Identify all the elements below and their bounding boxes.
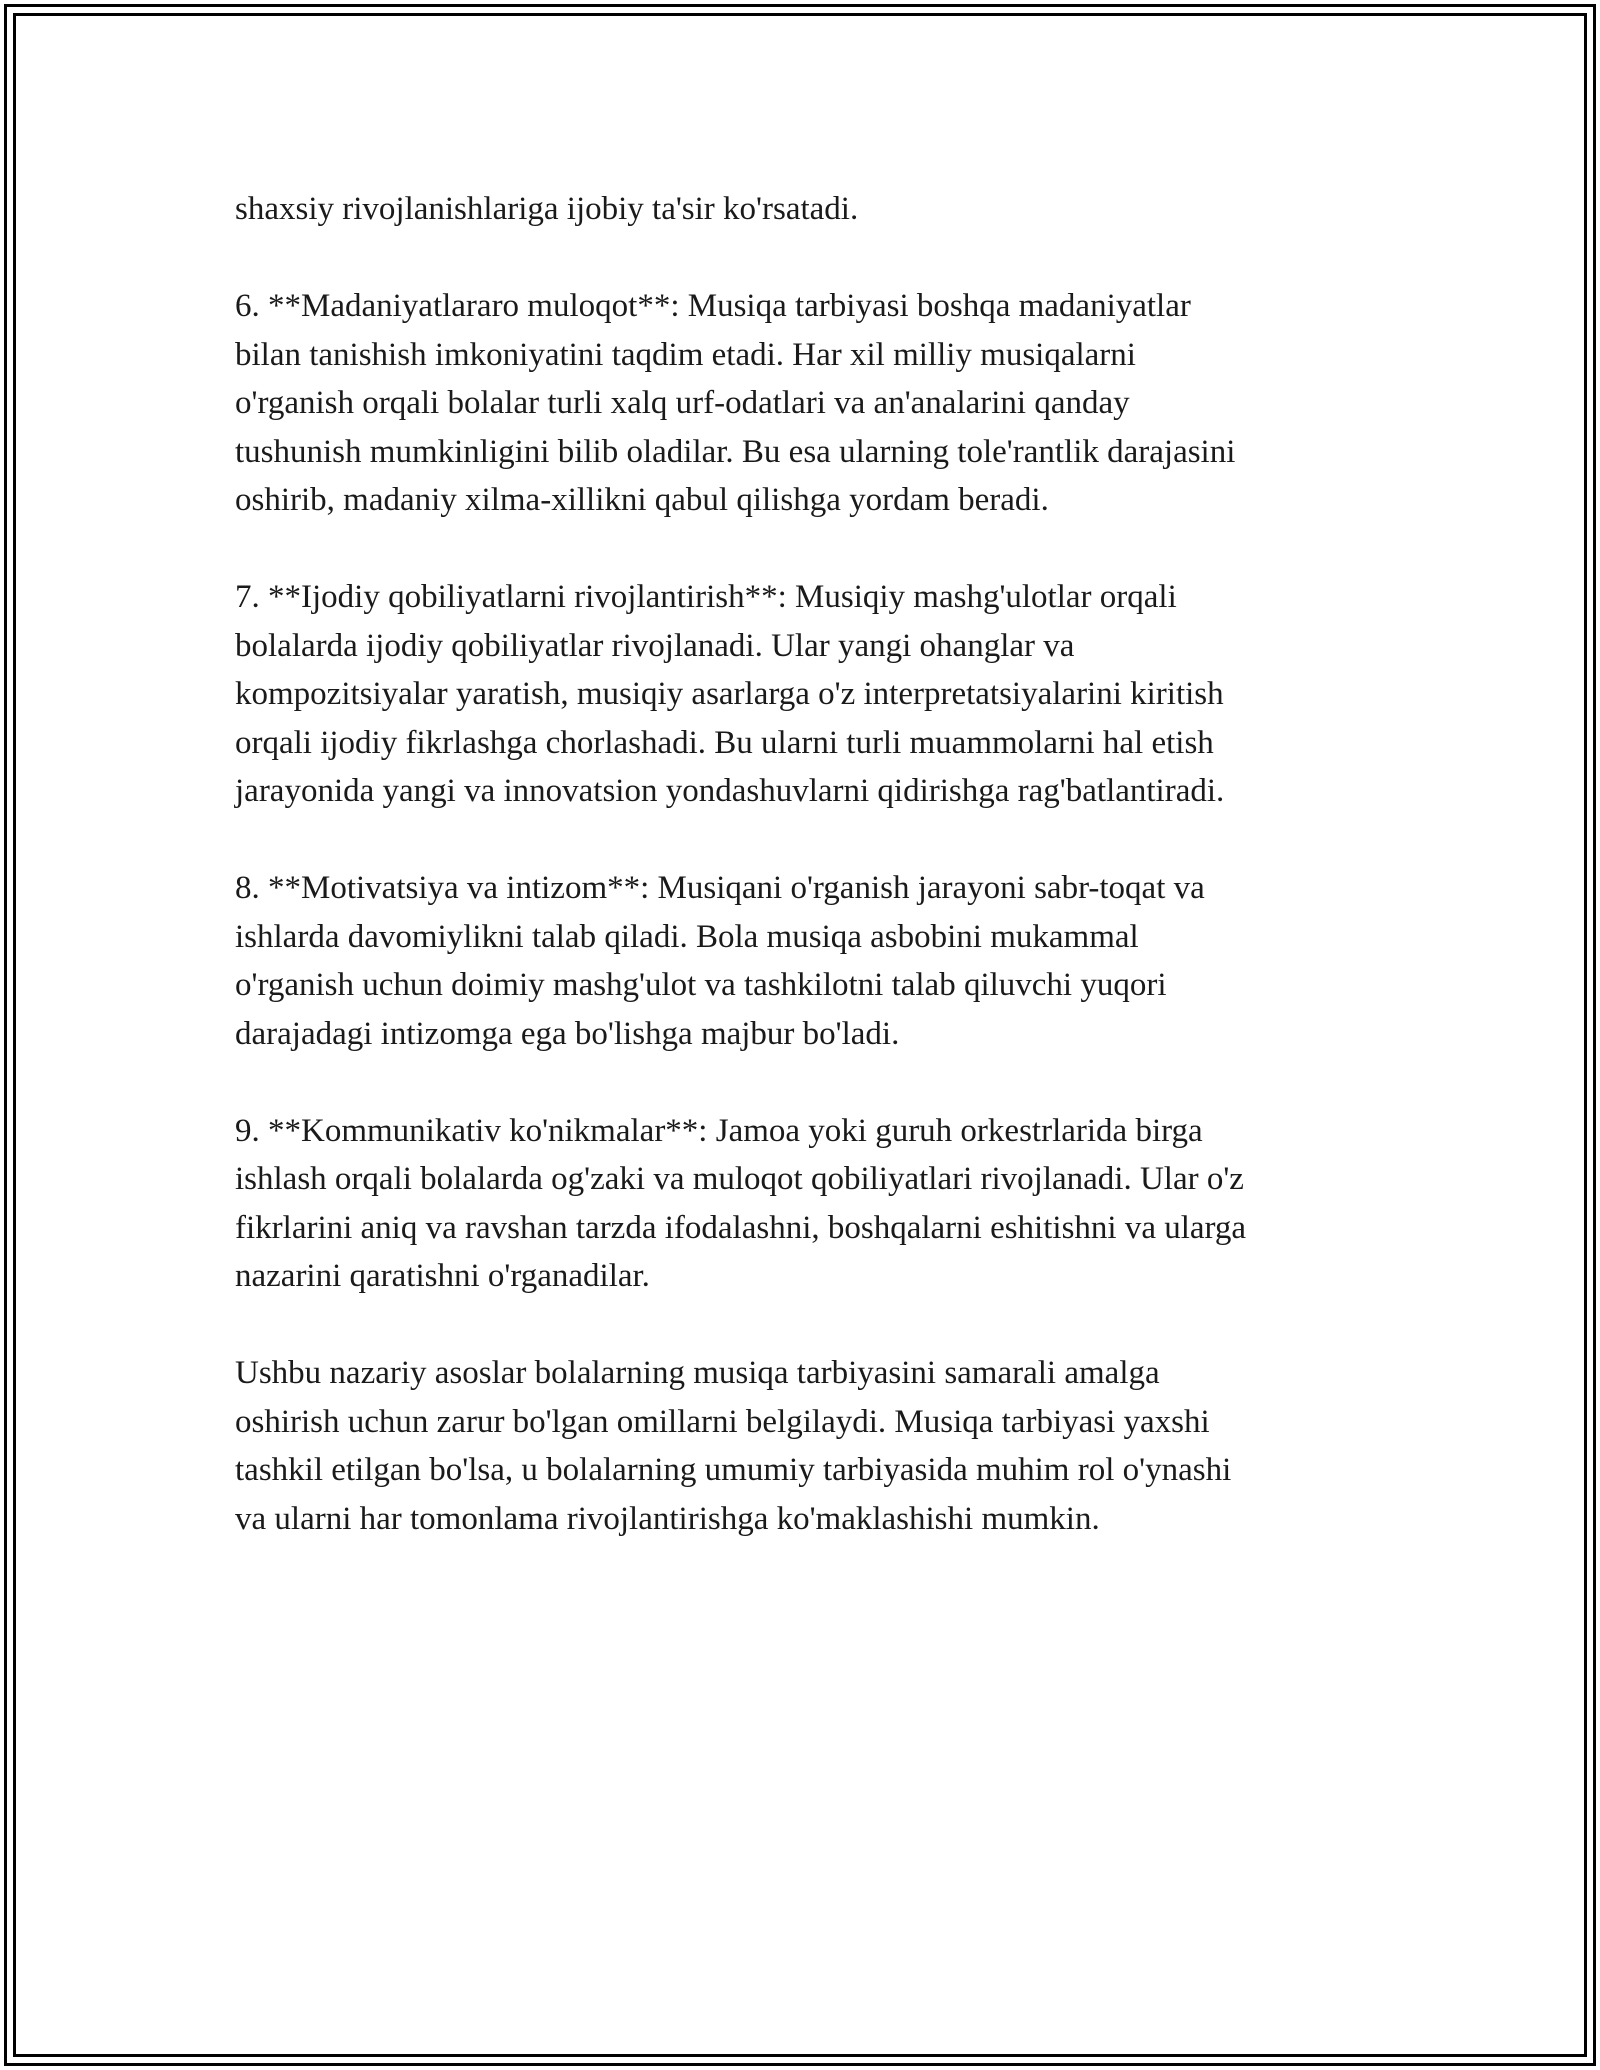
paragraph-item-9: 9. **Kommunikativ ko'nikmalar**: Jamoa yoki guruh orkestrlarida birga ishlash orqali bolalarda og'zaki va muloqot qobiliyatlari rivojlanadi. Ular o'z fikrlarini aniq va ravshan tarzda ifodalashni, boshqalarni eshitishni va ularga nazarini qaratishni o'rganadilar.: [235, 1112, 1247, 1294]
paragraph-item-8: 8. **Motivatsiya va intizom**: Musiqani o'rganish jarayoni sabr-toqat va ishlarda davomiylikni talab qiladi. Bola musiqa asbobini mukammal o'rganish uchun doimiy mashg'ulot va tashkilotni talab qiluvchi yuqori darajadagi intizomga ega bo'lishga majbur bo'ladi.: [235, 870, 1205, 1052]
document-body: [235, 185, 1375, 1592]
paragraph-item-7: 7. **Ijodiy qobiliyatlarni rivojlantirish**: Musiqiy mashg'ulotlar orqali bolalarda ijodiy qobiliyatlar rivojlanadi. Ular yangi ohanglar va kompozitsiyalar yaratish, musiqiy asarlarga o'z interpretatsiyalarini kiritish orqali ijodiy fikrlashga chorlashadi. Bu ularni turli muammolarni hal etish jarayonida yangi va innovatsion yondashuvlarni qidirishga rag'batlantiradi.: [235, 579, 1225, 809]
paragraph-item-6: 6. **Madaniyatlararo muloqot**: Musiqa tarbiyasi boshqa madaniyatlar bilan tanishish imkoniyatini taqdim etadi. Har xil milliy musiqalarni o'rganish orqali bolalar turli xalq urf-odatlari va an'analarini qanday tushunish mumkinligini bilib oladilar. Bu esa ularning tole'rantlik darajasini oshirib, madaniy xilma-xillikni qabul qilishga yordam beradi.: [235, 288, 1236, 518]
paragraph-continuation: shaxsiy rivojlanishlariga ijobiy ta'sir ko'rsatadi.: [235, 191, 859, 227]
paragraph-conclusion: Ushbu nazariy asoslar bolalarning musiqa tarbiyasini samarali amalga oshirish uchun zarur bo'lgan omillarni belgilaydi. Musiqa tarbiyasi yaxshi tashkil etilgan bo'lsa, u bolalarning umumiy tarbiyasida muhim rol o'ynashi va ularni har tomonlama rivojlantirishga ko'maklashishi mumkin.: [235, 1355, 1232, 1537]
